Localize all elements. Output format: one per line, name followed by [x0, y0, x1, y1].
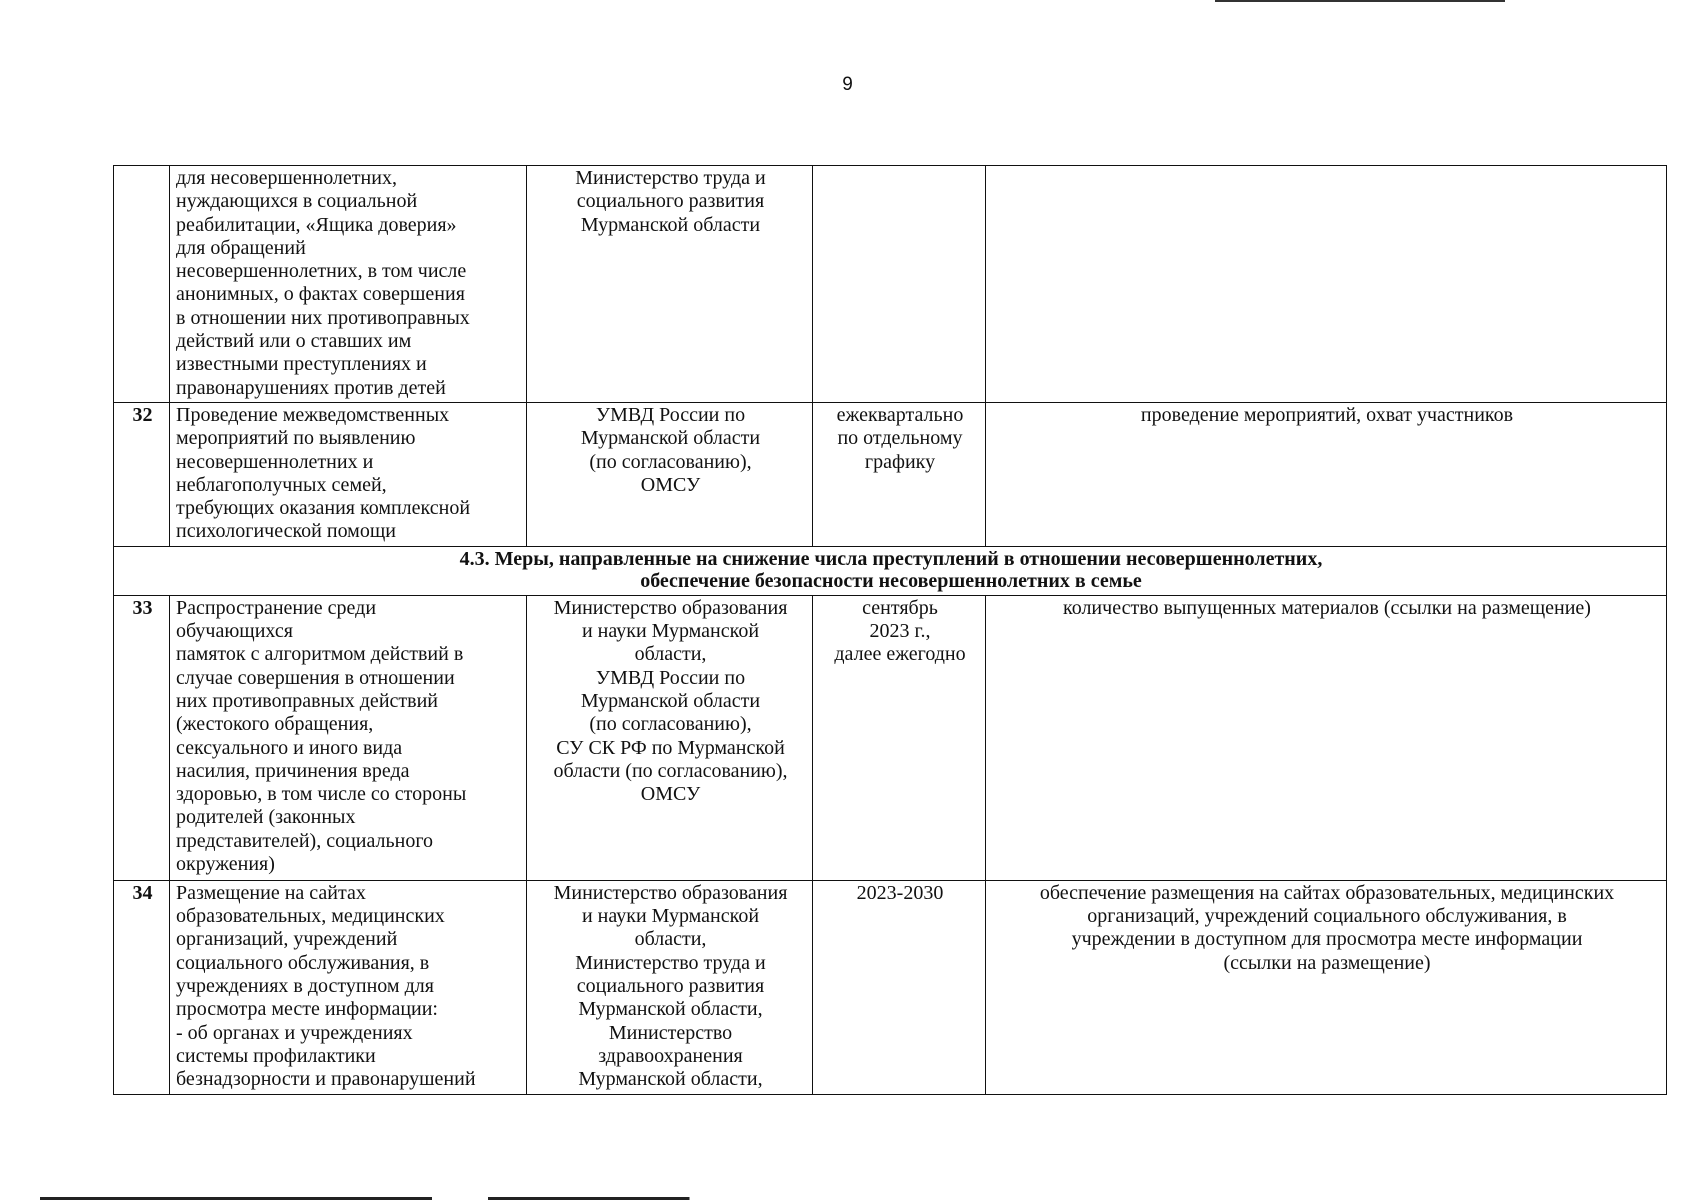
measure-result: проведение мероприятий, охват участников: [986, 402, 1667, 546]
table-row-32: [114, 402, 1667, 546]
section-heading: 4.3. Меры, направленные на снижение числа преступлений в отношении несовершеннолетних, обеспечение безопасности несовершеннолетних в семье: [114, 546, 1667, 595]
measure-term: ежеквартально по отдельному графику: [813, 402, 986, 546]
measure-term: [813, 166, 986, 403]
measure-result: количество выпущенных материалов (ссылки на размещение): [986, 595, 1667, 880]
measure-description: Проведение межведомственных мероприятий по выявлению несовершеннолетних и неблагополучных семей, требующих оказания комплексной психологической помощи: [170, 402, 527, 546]
row-number: 33: [114, 595, 170, 880]
measure-description: Размещение на сайтах образовательных, медицинских организаций, учреждений социального обслуживания, в учреждениях в доступном для просмотра месте информации: - об органах и учреждениях системы профилактики безнадзорности и правонарушений: [170, 880, 527, 1094]
measure-term: 2023-2030: [813, 880, 986, 1094]
row-number: 32: [114, 402, 170, 546]
measure-result: [986, 166, 1667, 403]
page-number: 9: [842, 74, 853, 95]
measure-executor: Министерство образования и науки Мурманской области, УМВД России по Мурманской области (по согласованию), СУ СК РФ по Мурманской области (по согласованию), ОМСУ: [527, 595, 813, 880]
measure-executor: УМВД России по Мурманской области (по согласованию), ОМСУ: [527, 402, 813, 546]
measure-executor: Министерство образования и науки Мурманской области, Министерство труда и социального развития Мурманской области, Министерство здравоохранения Мурманской области,: [527, 880, 813, 1094]
table-row-continued: [114, 166, 1667, 403]
measure-description: Распространение среди обучающихся памяток с алгоритмом действий в случае совершения в отношении них противоправных действий (жестокого обращения, сексуального и иного вида насилия, причинения вреда здоровью, в том числе со стороны родителей (законных представителей), социального окружения): [170, 595, 527, 880]
measure-term: сентябрь 2023 г., далее ежегодно: [813, 595, 986, 880]
measures-table: [113, 165, 1667, 1095]
measure-executor: Министерство труда и социального развития Мурманской области: [527, 166, 813, 403]
section-heading-row: [114, 546, 1667, 595]
scan-edge-line-top: [1215, 0, 1505, 2]
table-row-34: [114, 880, 1667, 1094]
measure-description: для несовершеннолетних, нуждающихся в социальной реабилитации, «Ящика доверия» для обращений несовершеннолетних, в том числе анонимных, о фактах совершения в отношении них противоправных действий или о ставших им известными преступлениях и правонарушениях против детей: [170, 166, 527, 403]
row-number: 34: [114, 880, 170, 1094]
measure-result: обеспечение размещения на сайтах образовательных, медицинских организаций, учреждений социального обслуживания, в учреждении в доступном для просмотра месте информации (ссылки на размещение): [986, 880, 1667, 1094]
row-number: [114, 166, 170, 403]
table-row-33: [114, 595, 1667, 880]
